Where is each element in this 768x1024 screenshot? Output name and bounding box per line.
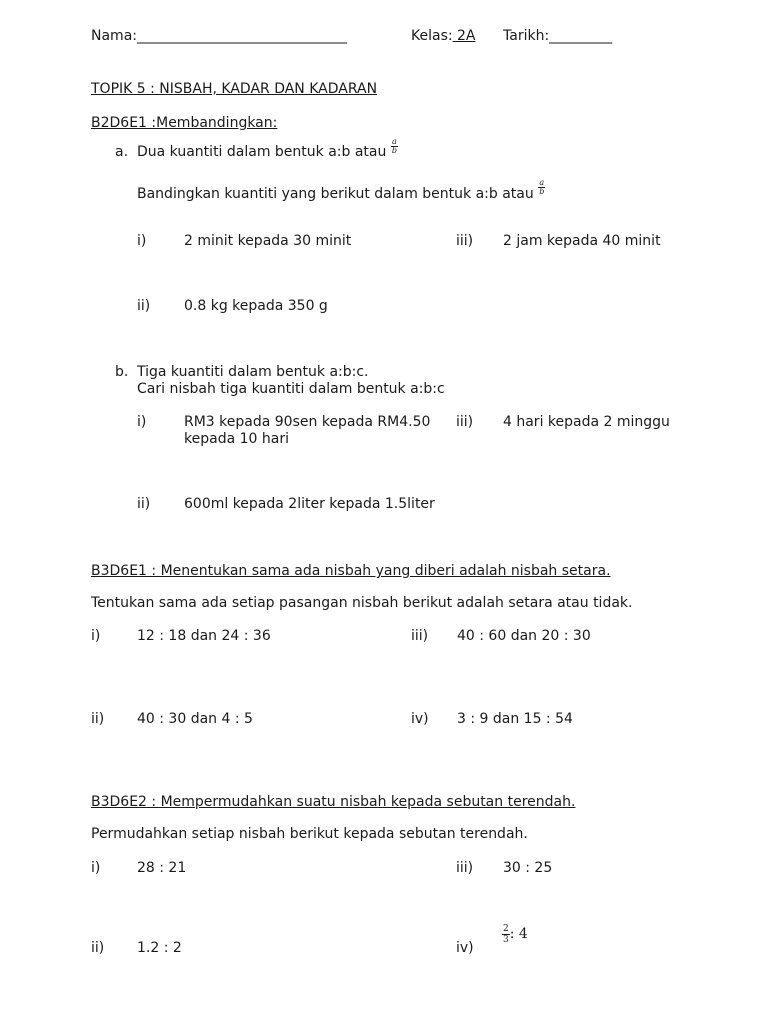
item-text: 0.8 kg kepada 350 g xyxy=(184,298,328,314)
tarikh-field: Tarikh:_________ xyxy=(503,28,613,44)
fraction-a-over-b xyxy=(391,138,398,155)
kelas-value: 2A xyxy=(452,28,476,44)
item-number: iv) xyxy=(456,940,474,956)
section3-instruction: Permudahkan setiap nisbah berikut kepada sebutan terendah. xyxy=(91,826,528,842)
item-number: ii) xyxy=(91,940,105,956)
section1a-text xyxy=(137,136,398,161)
fraction-numerator: a xyxy=(539,177,545,187)
section3-title: B3D6E2 : Mempermudahkan suatu nisbah kepada sebutan terendah. xyxy=(91,794,576,810)
item-text: 600ml kepada 2liter kepada 1.5liter xyxy=(184,496,435,512)
section1b-marker: b. xyxy=(115,364,129,380)
ratio-remainder: : 4 xyxy=(509,926,528,942)
item-number: i) xyxy=(137,233,147,249)
kelas-label: Kelas: xyxy=(411,28,453,44)
section1b-line2: Cari nisbah tiga kuantiti dalam bentuk a:b:c xyxy=(137,381,445,397)
item-number: i) xyxy=(91,860,101,876)
kelas-field xyxy=(411,28,476,45)
item-number: iii) xyxy=(456,414,474,430)
item-text: 30 : 25 xyxy=(503,860,553,876)
section1-code: B2D6E1 :Membandingkan: xyxy=(91,115,278,131)
item-number: i) xyxy=(91,628,101,644)
fraction-a-over-b xyxy=(538,179,545,196)
section1a-label: Dua kuantiti dalam bentuk a:b atau xyxy=(137,144,387,160)
item-number: ii) xyxy=(137,298,151,314)
fraction-two-thirds xyxy=(502,924,510,945)
item-text: 2 minit kepada 30 minit xyxy=(184,233,352,249)
section1a-marker: a. xyxy=(115,144,129,160)
item-text: RM3 kepada 90sen kepada RM4.50 xyxy=(184,414,431,430)
item-number: iii) xyxy=(456,233,474,249)
item-text: 12 : 18 dan 24 : 36 xyxy=(137,628,271,644)
fraction-denominator: 3 xyxy=(503,935,509,945)
item-text-continued: kepada 10 hari xyxy=(184,431,289,447)
item-number: iii) xyxy=(456,860,474,876)
item-text: 4 hari kepada 2 minggu xyxy=(503,414,670,430)
item-text: 28 : 21 xyxy=(137,860,187,876)
fraction-denominator: b xyxy=(539,186,545,196)
fraction-expression xyxy=(502,924,528,945)
item-text: 2 jam kepada 40 minit xyxy=(503,233,661,249)
item-text: 3 : 9 dan 15 : 54 xyxy=(457,711,573,727)
fraction-denominator: b xyxy=(391,145,397,155)
section1b-line1: Tiga kuantiti dalam bentuk a:b:c. xyxy=(137,364,369,380)
topic-title: TOPIK 5 : NISBAH, KADAR DAN KADARAN xyxy=(91,81,378,97)
item-text: 1.2 : 2 xyxy=(137,940,182,956)
section2-title: B3D6E1 : Menentukan sama ada nisbah yang diberi adalah nisbah setara. xyxy=(91,563,611,579)
item-number: iii) xyxy=(411,628,429,644)
section1a-instruction xyxy=(137,177,545,203)
fraction-numerator: 2 xyxy=(503,924,509,934)
item-text: 40 : 60 dan 20 : 30 xyxy=(457,628,591,644)
item-number: ii) xyxy=(137,496,151,512)
section2-instruction: Tentukan sama ada setiap pasangan nisbah berikut adalah setara atau tidak. xyxy=(91,595,633,611)
nama-field: Nama:______________________________ xyxy=(91,28,347,44)
item-number: ii) xyxy=(91,711,105,727)
fraction-numerator: a xyxy=(392,136,397,146)
item-number: iv) xyxy=(411,711,429,727)
item-number: i) xyxy=(137,414,147,430)
section1a-instruction-text: Bandingkan kuantiti yang berikut dalam bentuk a:b atau xyxy=(137,186,534,202)
item-text: 40 : 30 dan 4 : 5 xyxy=(137,711,253,727)
